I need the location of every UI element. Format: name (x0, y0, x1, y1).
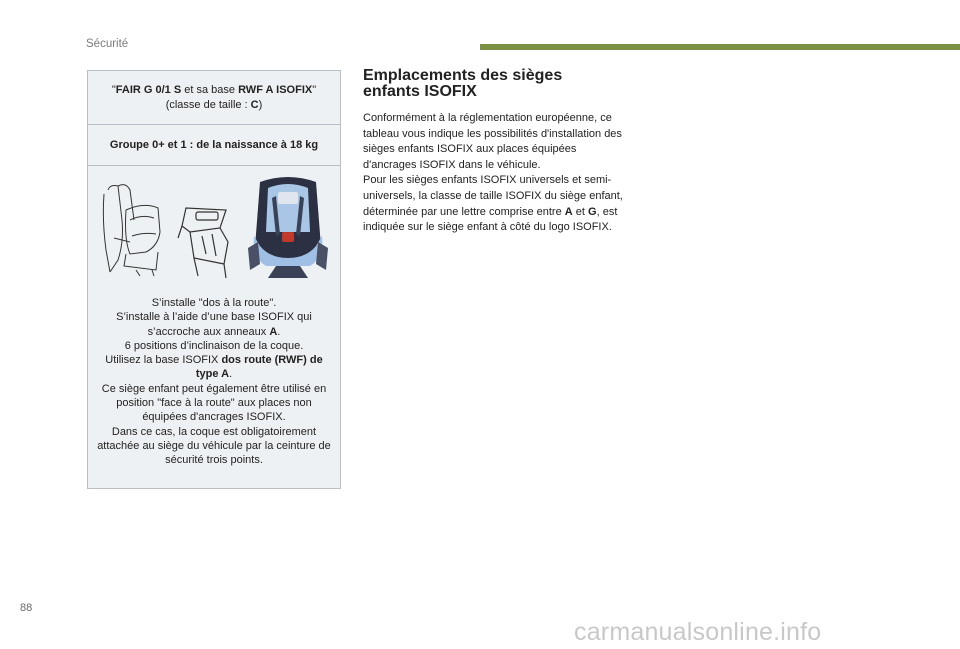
section-title: Emplacements des sièges enfants ISOFIX (363, 67, 563, 100)
body-paragraph-1: Conformément à la réglementation européenne, ce tableau vous indique les possibilités d'installation des sièges enfants ISOFIX aux places équipées d'ancrages ISOFIX dans le véhicule. (363, 112, 622, 171)
desc-line-3: 6 positions d’inclinaison de la coque. (124, 339, 304, 352)
body-paragraph-2: Pour les sièges enfants ISOFIX universels et semi-universels, la classe de taille ISOFIX du siège enfant, déterminée par une lettre comprise entre A et G, est indiquée sur le siège enfant à côté du logo ISOFIX. (363, 174, 623, 234)
child-seat-illustrations (88, 174, 340, 282)
seat-name-line: "FAIR G 0/1 S et sa base RWF A ISOFIX" (111, 83, 317, 96)
child-seat-photo (246, 174, 330, 278)
desc-line-5: Ce siège enfant peut également être utilisé en position "face à la route" aux places non équipées d'ancrages ISOFIX. (101, 382, 327, 424)
seat-name-cell (88, 71, 340, 125)
seat-base-name: RWF A ISOFIX (238, 83, 313, 96)
section-header-title: Sécurité (86, 38, 129, 50)
size-class-letter: C (250, 98, 259, 111)
seat-model-name: FAIR G 0/1 S (115, 83, 182, 96)
watermark: carmanualsonline.info (574, 618, 822, 646)
page-number: 88 (20, 602, 33, 614)
weight-group-cell: Groupe 0+ et 1 : de la naissance à 18 kg (88, 125, 340, 166)
desc-line-4: Utilisez la base ISOFIX dos route (RWF) de type A. (105, 354, 323, 381)
desc-line-1: S’installe "dos à la route". (151, 297, 277, 309)
desc-line-2: S’installe à l’aide d’une base ISOFIX qui s’accroche aux anneaux A. (116, 311, 312, 338)
section-body (363, 111, 623, 236)
seat-description (88, 296, 340, 468)
size-class-line: (classe de taille : C) (165, 98, 263, 111)
seat-installed-drawing (96, 180, 166, 276)
header-accent-bar (480, 44, 960, 50)
desc-line-6: Dans ce cas, la coque est obligatoirement attachée au siège du véhicule par la ceinture de sécurité trois points. (97, 425, 331, 467)
child-seat-table-box (87, 70, 341, 489)
isofix-base-drawing (176, 202, 232, 280)
